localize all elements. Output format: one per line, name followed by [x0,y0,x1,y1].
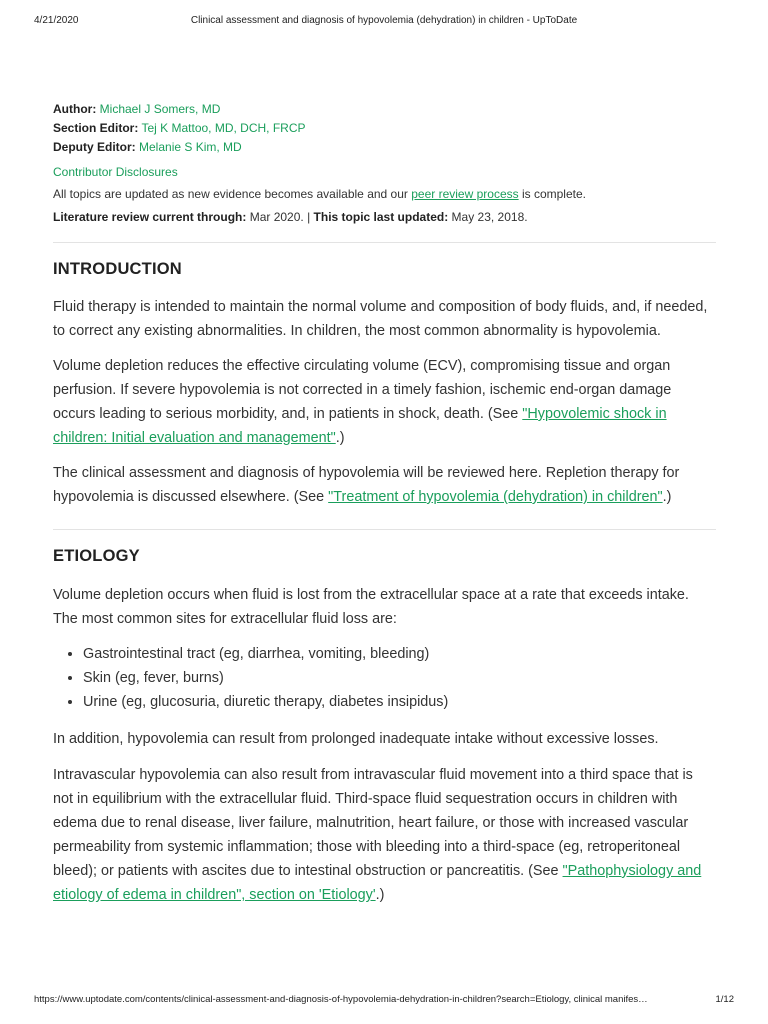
deputy-editor-line [53,138,716,157]
intro-paragraph-1: Fluid therapy is intended to maintain the normal volume and composition of body fluids, and, if needed, to correct any existing abnormalities. In children, the most common abnormality is hypovolemia. [53,299,708,339]
etiology-paragraph-2: In addition, hypovolemia can result from prolonged inadequate intake without excessive losses. [53,731,659,747]
article [53,100,716,907]
edema-etiology-link[interactable]: "Pathophysiology and etiology of edema in children", section on 'Etiology' [53,863,702,903]
hypovolemic-shock-link[interactable]: "Hypovolemic shock in children: Initial evaluation and management" [53,406,667,446]
author-line [53,100,716,119]
last-updated-label: This topic last updated: [313,210,449,224]
treatment-hypovolemia-link[interactable]: "Treatment of hypovolemia (dehydration) in children" [328,489,663,505]
update-note-text: All topics are updated as new evidence becomes available and our [53,187,412,201]
lit-review-value: Mar 2020. | [246,210,314,224]
page-number: 1/12 [715,994,734,1005]
list-item: • Gastrointestinal tract (eg, diarrhea, vomiting, bleeding) [83,642,716,666]
author-block [53,100,716,157]
section-editor-label: Section Editor: [53,121,139,135]
contributor-disclosures-link[interactable]: Contributor Disclosures [53,165,178,179]
print-title: Clinical assessment and diagnosis of hypovolemia (dehydration) in children - UpToDate [190,15,578,26]
deputy-editor-link[interactable]: Melanie S Kim, MD [139,140,242,154]
list-item: • Skin (eg, fever, burns) [83,666,716,690]
peer-review-link[interactable]: peer review process [411,187,519,201]
intro-paragraph-3-text: The clinical assessment and diagnosis of hypovolemia will be reviewed here. Repletion therapy for hypovolemia is discussed elsewhere. (See [53,465,680,505]
divider [53,242,716,243]
review-dates [53,210,716,224]
author-link[interactable]: Michael J Somers, MD [99,102,221,116]
intro-paragraph-3-end: .) [662,489,672,505]
intro-paragraph-2-text: Volume depletion reduces the effective circulating volume (ECV), compromising tissue and organ perfusion. If severe hypovolemia is not corrected in a timely fashion, ischemic end-organ damage occurs leading to serious morbidity, and, in patients in shock, death. (See [53,358,672,422]
etiology-paragraph-3-text: Intravascular hypovolemia can also result from intravascular fluid movement into a third space that is not in equilibrium with the extracellular fluid. Third-space fluid sequestration occurs in children with edema due to renal disease, liver failure, malnutrition, heart failure, or those with increased vascular permeability from systemic inflammation; those with bleeding into a third-space (eg, retroperitoneal bleed); or patients with ascites due to intestinal obstruction or pancreatitis. (See [53,767,693,879]
last-updated-value: May 23, 2018. [448,210,528,224]
print-url: https://www.uptodate.com/contents/clinical-assessment-and-diagnosis-of-hypovolemia-dehydration-in-children?search=Etiology, clinical manifes… [34,994,648,1005]
section-editor-link[interactable]: Tej K Mattoo, MD, DCH, FRCP [141,121,306,135]
intro-paragraph-2-end: .) [335,430,345,446]
list-item: • Urine (eg, glucosuria, diuretic therapy, diabetes insipidus) [83,690,716,714]
introduction-heading: INTRODUCTION [53,260,182,278]
etiology-paragraph-3 [53,763,716,907]
intro-paragraph-2 [53,354,716,450]
lit-review-label: Literature review current through: [53,210,247,224]
etiology-heading: ETIOLOGY [53,547,140,565]
section-editor-line [53,119,716,138]
deputy-editor-label: Deputy Editor: [53,140,136,154]
print-header [34,15,734,31]
etiology-paragraph-3-end: .) [375,887,385,903]
etiology-paragraph-1: Volume depletion occurs when fluid is lost from the extracellular space at a rate that exceeds intake. The most common sites for extracellular fluid loss are: [53,587,689,627]
print-date: 4/21/2020 [34,15,79,26]
update-note [53,187,716,201]
update-note-end: is complete. [518,187,586,201]
divider [53,529,716,530]
fluid-loss-sites-list [53,642,716,714]
author-label: Author: [53,102,97,116]
print-footer [34,994,734,1010]
intro-paragraph-3 [53,461,716,509]
